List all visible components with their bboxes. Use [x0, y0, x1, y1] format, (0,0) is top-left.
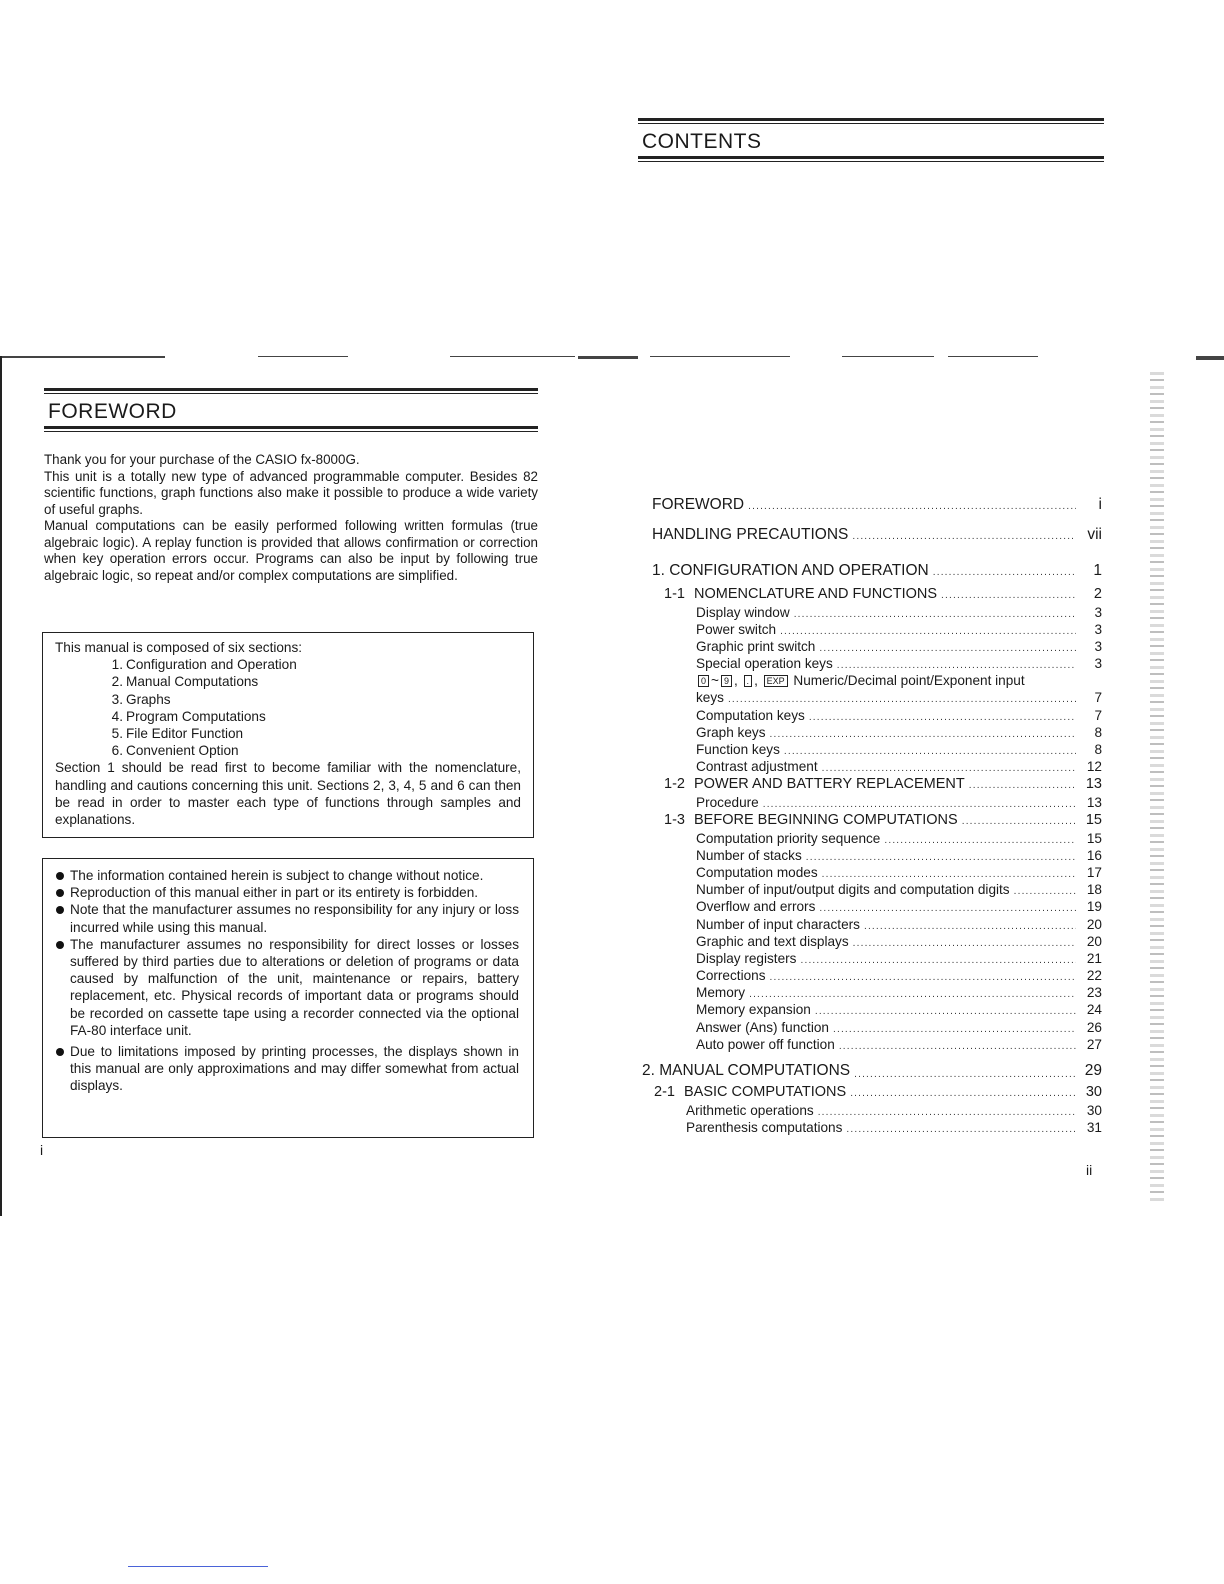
toc-leader: [850, 1088, 1076, 1099]
intro-paragraph: This unit is a totally new type of advanced programmable computer. Besides 82 scientific functions, graph functions also make it possible to produce a wide variety of useful graphs.: [44, 468, 538, 517]
toc-leader: [819, 643, 1076, 654]
toc-entry[interactable]: [652, 1103, 1102, 1120]
toc-label: BEFORE BEGINNING COMPUTATIONS: [694, 812, 958, 829]
list-item: [105, 673, 521, 690]
key-decimal-point-icon: .: [744, 675, 753, 687]
toc-entry-chapter-1[interactable]: [652, 562, 1102, 586]
foreword-heading: [44, 388, 538, 432]
toc-label: Display window: [696, 604, 790, 620]
sections-intro: This manual is composed of six sections:: [55, 640, 303, 655]
toc-label: Computation modes: [696, 864, 818, 880]
toc-entry[interactable]: [652, 639, 1102, 656]
notice-item: Due to limitations imposed by printing processes, the displays shown in this manual are only approximations and may differ somewhat from actual displays.: [55, 1043, 519, 1095]
toc-entry-numeric-keys[interactable]: 0 ~ 9 , . , EXP Numeric/Decimal point/Exponent input: [652, 673, 1102, 690]
toc-leader: [748, 501, 1076, 512]
toc-page: 12: [1086, 759, 1102, 775]
toc-page: 22: [1086, 968, 1102, 984]
toc-leader: [941, 590, 1076, 601]
heading-rule-bottom: [44, 426, 538, 429]
toc-leader: [933, 567, 1076, 578]
toc-page: 15: [1086, 830, 1102, 846]
toc-page: 2: [1093, 586, 1102, 602]
toc-leader: [800, 955, 1076, 966]
toc-label: 1. CONFIGURATION AND OPERATION: [652, 562, 929, 579]
toc-page: 13: [1085, 776, 1102, 793]
toc-entry[interactable]: [652, 882, 1102, 899]
toc-leader: [749, 989, 1076, 1000]
toc-entry[interactable]: [652, 725, 1102, 742]
toc-leader: [839, 1041, 1076, 1052]
toc-page: 7: [1094, 707, 1102, 723]
toc-page: 31: [1086, 1119, 1102, 1135]
toc-label: keys: [696, 690, 724, 706]
toc-entry[interactable]: [652, 899, 1102, 916]
list-item: [105, 742, 521, 759]
scan-border-line: [0, 356, 165, 358]
key-0-icon: 0: [698, 675, 709, 687]
toc-leader: [763, 799, 1076, 810]
toc-entry[interactable]: [652, 708, 1102, 725]
toc-label: Procedure: [696, 794, 759, 810]
toc-label: HANDLING PRECAUTIONS: [652, 526, 849, 543]
key-range-separator: ~: [711, 673, 719, 689]
page-edge-right: [1150, 372, 1164, 1202]
toc-page: vii: [1087, 526, 1102, 543]
toc-page: 21: [1086, 950, 1102, 966]
toc-leader: [837, 660, 1076, 671]
toc-section-number: 1-2: [664, 776, 685, 793]
toc-label: Answer (Ans) function: [696, 1019, 829, 1035]
toc-page: 17: [1086, 864, 1102, 880]
toc-entry-chapter-2[interactable]: [642, 1054, 1102, 1080]
section-number: 6.: [111, 743, 123, 759]
toc-leader: [770, 972, 1076, 983]
toc-label: Special operation keys: [696, 656, 833, 672]
toc-leader: [794, 609, 1076, 620]
toc-page: 3: [1094, 638, 1102, 654]
toc-page: 20: [1086, 916, 1102, 932]
section-label: Program Computations: [126, 708, 266, 724]
toc-page: 19: [1086, 899, 1102, 915]
toc-label: Number of stacks: [696, 847, 802, 863]
toc-label: POWER AND BATTERY REPLACEMENT: [694, 776, 965, 793]
toc-entry[interactable]: [652, 742, 1102, 759]
notice-item: The information contained herein is subject to change without notice.: [55, 867, 519, 884]
toc-entry-handling[interactable]: [652, 526, 1102, 556]
list-item: [105, 725, 521, 742]
toc-label: Number of input/output digits and computation digits: [696, 882, 1010, 898]
toc-entry[interactable]: [652, 917, 1102, 934]
toc-leader: [728, 694, 1076, 705]
toc-entry[interactable]: [652, 605, 1102, 622]
toc-label: NOMENCLATURE AND FUNCTIONS: [694, 586, 938, 602]
toc-entry-foreword[interactable]: [652, 496, 1102, 526]
toc-entry[interactable]: [652, 865, 1102, 882]
toc-leader: [822, 763, 1076, 774]
toc-page: 29: [1084, 1062, 1102, 1079]
toc-label: FOREWORD: [652, 496, 745, 513]
heading-rule-bottom: [638, 156, 1104, 159]
toc-leader: [784, 746, 1076, 757]
toc-page: 30: [1085, 1084, 1102, 1100]
contents-heading: [638, 118, 1104, 162]
toc-entry[interactable]: [652, 759, 1102, 776]
toc-entry[interactable]: [652, 1020, 1102, 1037]
toc-section-number: 1-3: [664, 812, 685, 829]
toc-leader: [819, 903, 1076, 914]
blue-underline: [128, 1566, 268, 1567]
toc-entry-section-2-1[interactable]: [652, 1084, 1102, 1103]
toc-label: Graph keys: [696, 724, 766, 740]
toc-leader: [770, 729, 1076, 740]
heading-rule-top: [44, 388, 538, 391]
page-edge-left: [0, 356, 2, 1216]
section-number: 4.: [111, 708, 123, 724]
section-number: 2.: [111, 674, 123, 690]
toc-entry[interactable]: [652, 848, 1102, 865]
scan-border-line: [650, 356, 790, 357]
toc-page: i: [1098, 496, 1102, 513]
toc-leader: [833, 1024, 1076, 1035]
toc-page: 15: [1085, 812, 1102, 829]
toc-page: 3: [1094, 621, 1102, 637]
intro-paragraph: Manual computations can be easily performed following written formulas (true algebraic logic). A replay function is provided that allows confirmation or correction when key operation errors occur. Programs can also be input by following true algebraic logic, so repeat and/or complex computations are simplified.: [44, 518, 538, 583]
section-label: Manual Computations: [126, 674, 259, 690]
page-title: CONTENTS: [642, 130, 762, 153]
list-item: [105, 656, 521, 673]
toc-label: Function keys: [696, 742, 780, 757]
toc-leader: [780, 626, 1076, 637]
notice-item: Note that the manufacturer assumes no responsibility for any injury or loss incurred while using this manual.: [55, 901, 519, 935]
toc-label: Contrast adjustment: [696, 759, 818, 775]
scan-border-line: [258, 356, 348, 357]
toc-label: Graphic and text displays: [696, 933, 849, 949]
scan-border-line: [1196, 356, 1224, 360]
toc-label: Arithmetic operations: [686, 1102, 814, 1118]
toc-entry[interactable]: [652, 656, 1102, 673]
toc-label: Overflow and errors: [696, 899, 816, 915]
key-9-icon: 9: [721, 675, 732, 687]
page-number-left: i: [40, 1142, 44, 1158]
toc-page: 18: [1086, 882, 1102, 898]
toc-entry-numeric-keys-cont[interactable]: [652, 690, 1102, 707]
toc-page: 26: [1086, 1019, 1102, 1035]
page-number-right: ii: [1086, 1162, 1093, 1178]
toc-entry[interactable]: [652, 795, 1102, 812]
toc-leader: [809, 712, 1076, 723]
toc-page: 3: [1094, 656, 1102, 672]
section-label: Graphs: [126, 691, 171, 707]
toc-page: 27: [1086, 1036, 1102, 1052]
toc-leader: [853, 938, 1076, 949]
notice-item: The manufacturer assumes no responsibility for direct losses or losses suffered by third parties due to alterations or deletion of programs or data caused by malfunction of the unit, maintenance or repairs, battery replacement, etc. Physical records of important data or programs should be recorded on cassette tape using a recorder connected via the optional FA-80 interface unit.: [55, 936, 519, 1039]
toc-leader: [815, 1006, 1076, 1017]
toc-entry-section-1-3[interactable]: [652, 812, 1102, 831]
toc-section-number: 1-1: [664, 586, 685, 602]
toc-leader: [864, 921, 1076, 932]
toc-leader: [1014, 886, 1076, 897]
toc-label: Corrections: [696, 968, 766, 984]
intro-paragraph: Thank you for your purchase of the CASIO fx-8000G.: [44, 452, 360, 467]
sections-list: [55, 656, 521, 759]
sections-box: [42, 632, 534, 838]
toc-entry[interactable]: [652, 985, 1102, 1002]
toc-label: Auto power off function: [696, 1036, 835, 1052]
toc-label: Power switch: [696, 621, 777, 637]
scan-border-line: [948, 356, 1038, 357]
toc-label: Display registers: [696, 950, 797, 966]
toc-label: Computation priority sequence: [696, 830, 881, 846]
toc-leader: [854, 1069, 1076, 1080]
section-number: 3.: [111, 691, 123, 707]
toc-page: 23: [1086, 985, 1102, 1001]
toc-page: 13: [1086, 794, 1102, 810]
toc-entry-section-1-2[interactable]: [652, 776, 1102, 795]
left-page: [44, 388, 538, 584]
section-number: 1.: [111, 657, 123, 673]
toc-page: 24: [1086, 1002, 1102, 1018]
notice-list: [55, 867, 519, 1095]
section-label: File Editor Function: [126, 726, 244, 742]
toc-page: 8: [1094, 724, 1102, 740]
toc-page: 3: [1094, 604, 1102, 620]
section-number: 5.: [111, 726, 123, 742]
notice-box: [42, 858, 534, 1138]
sections-note: Section 1 should be read first to become familiar with the nomenclature, handling and cautions concerning this unit. Sections 2, 3, 4, 5 and 6 can then be read in order to master each type of functions through samples and explanations.: [55, 760, 521, 828]
scan-border-line: [842, 356, 934, 357]
toc-entry[interactable]: [652, 1120, 1102, 1137]
toc-entry-section-1-1[interactable]: [652, 586, 1102, 605]
toc-entry[interactable]: [652, 934, 1102, 951]
toc-leader: [818, 1107, 1076, 1118]
key-exp-icon: EXP: [764, 675, 788, 687]
toc-entry[interactable]: [652, 622, 1102, 639]
toc-entry[interactable]: [652, 831, 1102, 848]
toc-label: Numeric/Decimal point/Exponent input: [793, 673, 1025, 689]
toc-page: 20: [1086, 933, 1102, 949]
list-item: [105, 708, 521, 725]
toc-page: 16: [1086, 847, 1102, 863]
toc-entry[interactable]: [652, 968, 1102, 985]
toc-entry[interactable]: [652, 1002, 1102, 1019]
section-label: Convenient Option: [126, 743, 239, 759]
toc-page: 8: [1094, 742, 1102, 757]
toc-page: 1: [1093, 562, 1102, 579]
toc-label: BASIC COMPUTATIONS: [684, 1084, 847, 1100]
toc-page: 30: [1086, 1102, 1102, 1118]
toc-label: 2. MANUAL COMPUTATIONS: [642, 1062, 851, 1079]
section-label: Configuration and Operation: [126, 657, 297, 673]
toc-leader: [846, 1124, 1076, 1135]
toc-label: Memory expansion: [696, 1002, 811, 1018]
notice-item: Reproduction of this manual either in part or its entirety is forbidden.: [55, 884, 519, 901]
toc-leader: [822, 869, 1076, 880]
toc-label: Graphic print switch: [696, 638, 816, 654]
toc-label: Memory: [696, 985, 746, 1001]
toc-label: Parenthesis computations: [686, 1119, 843, 1135]
toc-label: Computation keys: [696, 707, 805, 723]
scan-border-line: [578, 356, 638, 359]
toc-section-number: 2-1: [654, 1084, 675, 1100]
list-item: [105, 691, 521, 708]
toc-leader: [806, 852, 1076, 863]
heading-rule-top: [638, 118, 1104, 121]
table-of-contents: [642, 496, 1102, 1137]
toc-leader: [962, 816, 1076, 827]
toc-page: 7: [1094, 690, 1102, 706]
toc-leader: [852, 531, 1076, 542]
page-title: FOREWORD: [48, 400, 177, 423]
toc-entry[interactable]: [652, 951, 1102, 968]
scan-border-line: [450, 356, 575, 357]
toc-entry[interactable]: [652, 1037, 1102, 1054]
toc-leader: [969, 780, 1076, 791]
toc-leader: [884, 835, 1076, 846]
toc-label: Number of input characters: [696, 916, 860, 932]
heading-rule-bottom-thin: [638, 161, 1104, 162]
